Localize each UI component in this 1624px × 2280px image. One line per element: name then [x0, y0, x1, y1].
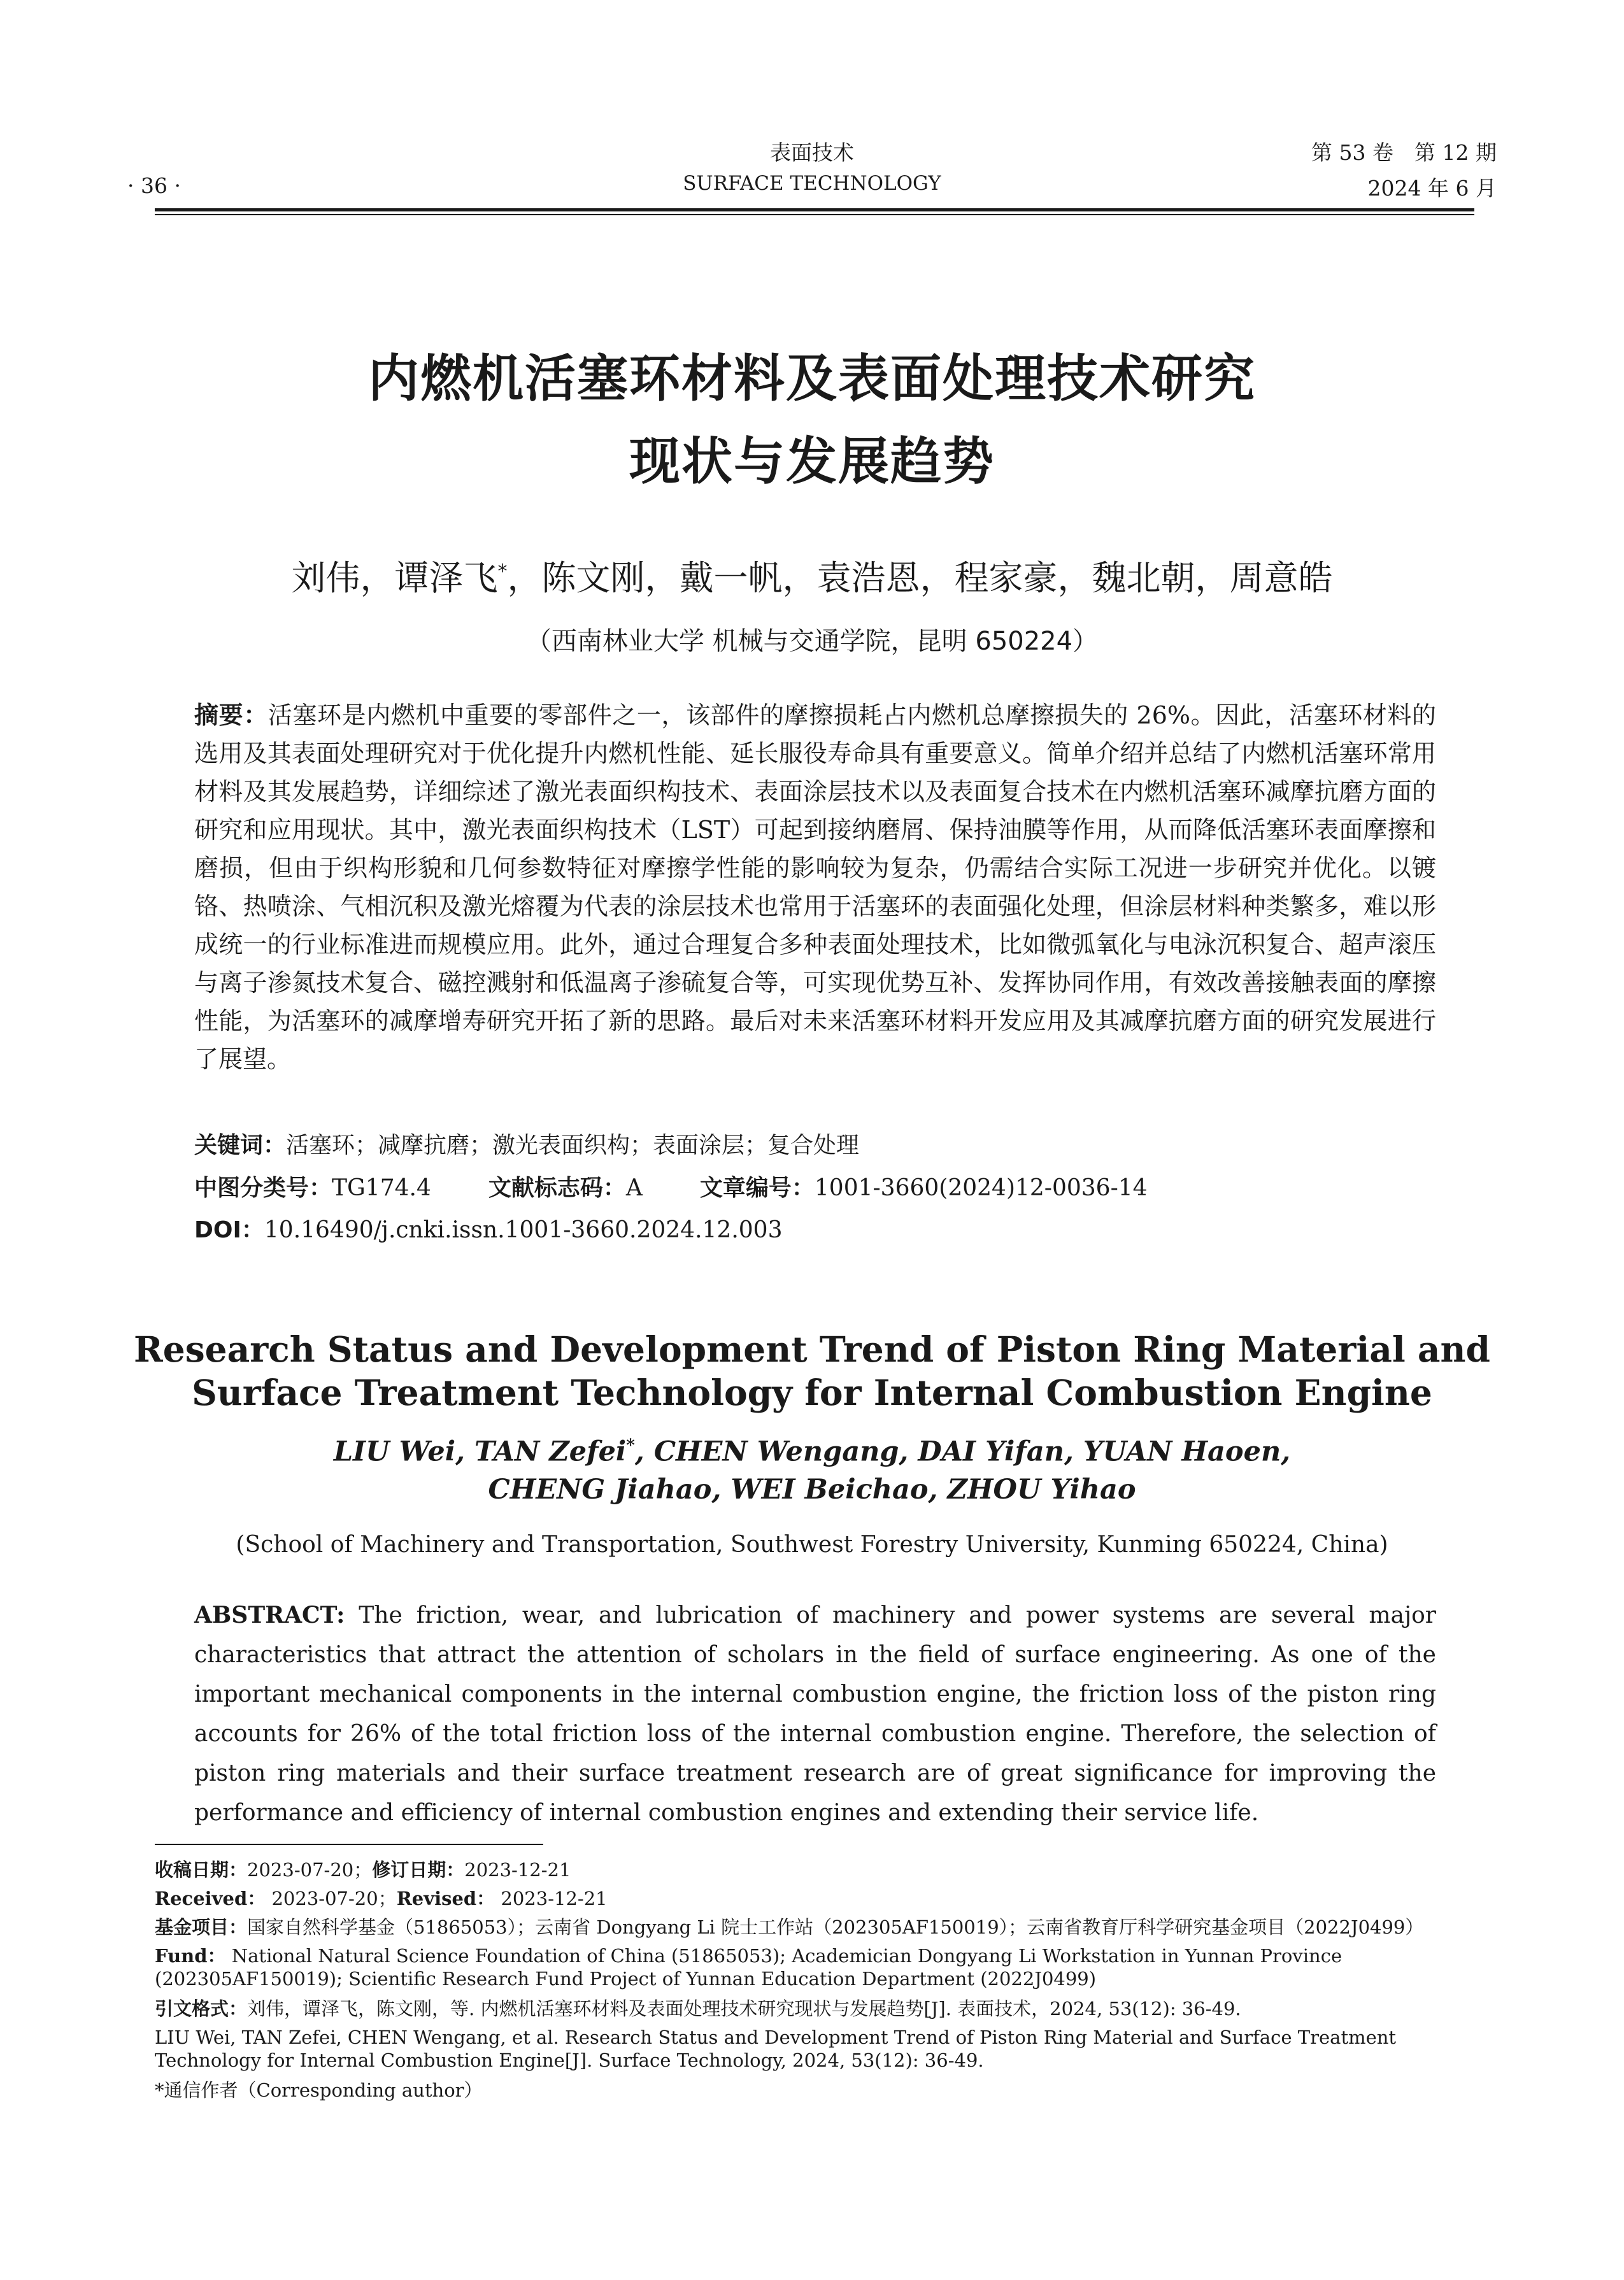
issue-date: 2024 年 6 月 — [1367, 176, 1497, 201]
corresponding-author: *通信作者（Corresponding author） — [155, 2079, 483, 2101]
received-en: Received： 2023-07-20；Revised： 2023-12-21 — [155, 1888, 608, 1909]
citation-en: LIU Wei, TAN Zefei, CHEN Wengang, et al. Research Status and Development Trend of Piston Ring Material and Surface Treatment Technology for Internal Combustion Engine[J]. Surface Technology, 2024, 53(12): 36-49. — [155, 2027, 1397, 2071]
citation-cn: 引文格式：刘伟，谭泽飞，陈文刚，等. 内燃机活塞环材料及表面处理技术研究现状与发展趋势[J]. 表面技术，2024, 53(12): 36-49. — [155, 1998, 1241, 2020]
doi-line: DOI：10.16490/j.cnki.issn.1001-3660.2024.12.003 — [194, 1217, 783, 1243]
header-rule-thin — [155, 214, 1474, 215]
title-en: Research Status and Development Trend of Piston Ring Material and Surface Treatment Technology for Internal Combustion Engine — [134, 1329, 1490, 1413]
page-number: · 36 · — [127, 173, 181, 198]
clc-value: TG174.4 — [332, 1175, 431, 1201]
fund-en: Fund： National Natural Science Foundation of China (51865053); Academician Dongyang Li Workstation in Yunnan Province (202305AF150019); Scientific Research Fund Project of Yunnan Education Department (2022J0499) — [155, 1945, 1343, 1990]
journal-title-cn: 表面技术 — [770, 140, 854, 165]
abstract-cn-text: 活塞环是内燃机中重要的零部件之一，该部件的摩擦损耗占内燃机总摩擦损失的 26%。因此，活塞环材料的选用及其表面处理研究对于优化提升内燃机性能、延长服役寿命具有重要意义。简单介绍并总结了内燃机活塞环常用材料及其发展趋势，详细综述了激光表面织构技术、表面涂层技术以及表面复合技术在内燃机活塞环减摩抗磨方面的研究和应用现状。其中，激光表面织构技术（LST）可起到接纳磨屑、保持油膜等作用，从而降低活塞环表面摩擦和磨损，但由于织构形貌和几何参数特征对摩擦学性能的影响较为复杂，仍需结合实际工况进一步研究并优化。以镀铬、热喷涂、气相沉积及激光熔覆为代表的涂层技术也常用于活塞环的表面强化处理，但涂层材料种类繁多，难以形成统一的行业标准进而规模应用。此外，通过合理复合多种表面处理技术，比如微弧氧化与电泳沉积复合、超声滚压与离子渗氮技术复合、磁控溅射和低温离子渗硫复合等，可实现优势互补、发挥协同作用，有效改善接触表面的摩擦性能，为活塞环的减摩增寿研究开拓了新的思路。最后对未来活塞环材料开发应用及其减摩抗磨方面的研究发展进行了展望。 — [194, 701, 1436, 1073]
abstract-cn — [194, 696, 1436, 1078]
article-no-value: 1001-3660(2024)12-0036-14 — [814, 1175, 1148, 1201]
fund-cn: 基金项目：国家自然科学基金（51865053）；云南省 Dongyang Li 院士工作站（202305AF150019）；云南省教育厅科学研究基金项目（2022J0499） — [155, 1916, 1424, 1938]
abstract-en — [194, 1595, 1436, 1833]
volume-issue: 第 53 卷 第 12 期 — [1311, 140, 1497, 165]
title-cn-line1: 内燃机活塞环材料及表面处理技术研究 — [368, 349, 1256, 408]
received-cn: 收稿日期：2023-07-20；修订日期：2023-12-21 — [155, 1859, 571, 1881]
abstract-en-text: The friction, wear, and lubrication of machinery and power systems are several major characteristics that attract the attention of scholars in the field of surface engineering. As one of the important mechanical components in the internal combustion engine, the friction loss of the piston ring accounts for 26% of the total friction loss of the internal combustion engine. Therefore, the selection of piston ring materials and their surface treatment research are of great significance for improving the performance and efficiency of internal combustion engines and extending their service life. — [194, 1602, 1436, 1826]
keywords-text: 活塞环；减摩抗磨；激光表面织构；表面涂层；复合处理 — [286, 1132, 860, 1158]
affiliation-cn: （西南林业大学 机械与交通学院，昆明 650224） — [525, 627, 1099, 656]
abstract-cn-label: 摘要： — [194, 701, 268, 729]
classification-line: 中图分类号：TG174.4 文献标志码：A 文章编号：1001-3660(2024)12-0036-14 — [194, 1175, 1148, 1201]
title-cn-line2: 现状与发展趋势 — [629, 432, 995, 491]
authors-en: LIU Wei, TAN Zefei*, CHEN Wengang, DAI Yifan, YUAN Haoen, CHENG Jiahao, WEI Beichao, ZHOU Yihao — [333, 1436, 1291, 1506]
doc-code-value: A — [625, 1175, 643, 1201]
affiliation-en: (School of Machinery and Transportation, Southwest Forestry University, Kunming 650224, China) — [236, 1532, 1388, 1558]
header-rule-thick — [155, 208, 1474, 211]
journal-title-en: SURFACE TECHNOLOGY — [683, 172, 941, 195]
footnote-rule — [155, 1844, 543, 1845]
corresponding-star: * — [497, 560, 508, 583]
abstract-en-label: ABSTRACT: — [194, 1602, 345, 1628]
keywords: 关键词：活塞环；减摩抗磨；激光表面织构；表面涂层；复合处理 — [194, 1132, 860, 1158]
authors-cn: 刘伟，谭泽飞*，陈文刚，戴一帆，袁浩恩，程家豪，魏北朝，周意皓 — [291, 558, 1333, 598]
doi-value: 10.16490/j.cnki.issn.1001-3660.2024.12.003 — [264, 1217, 783, 1243]
